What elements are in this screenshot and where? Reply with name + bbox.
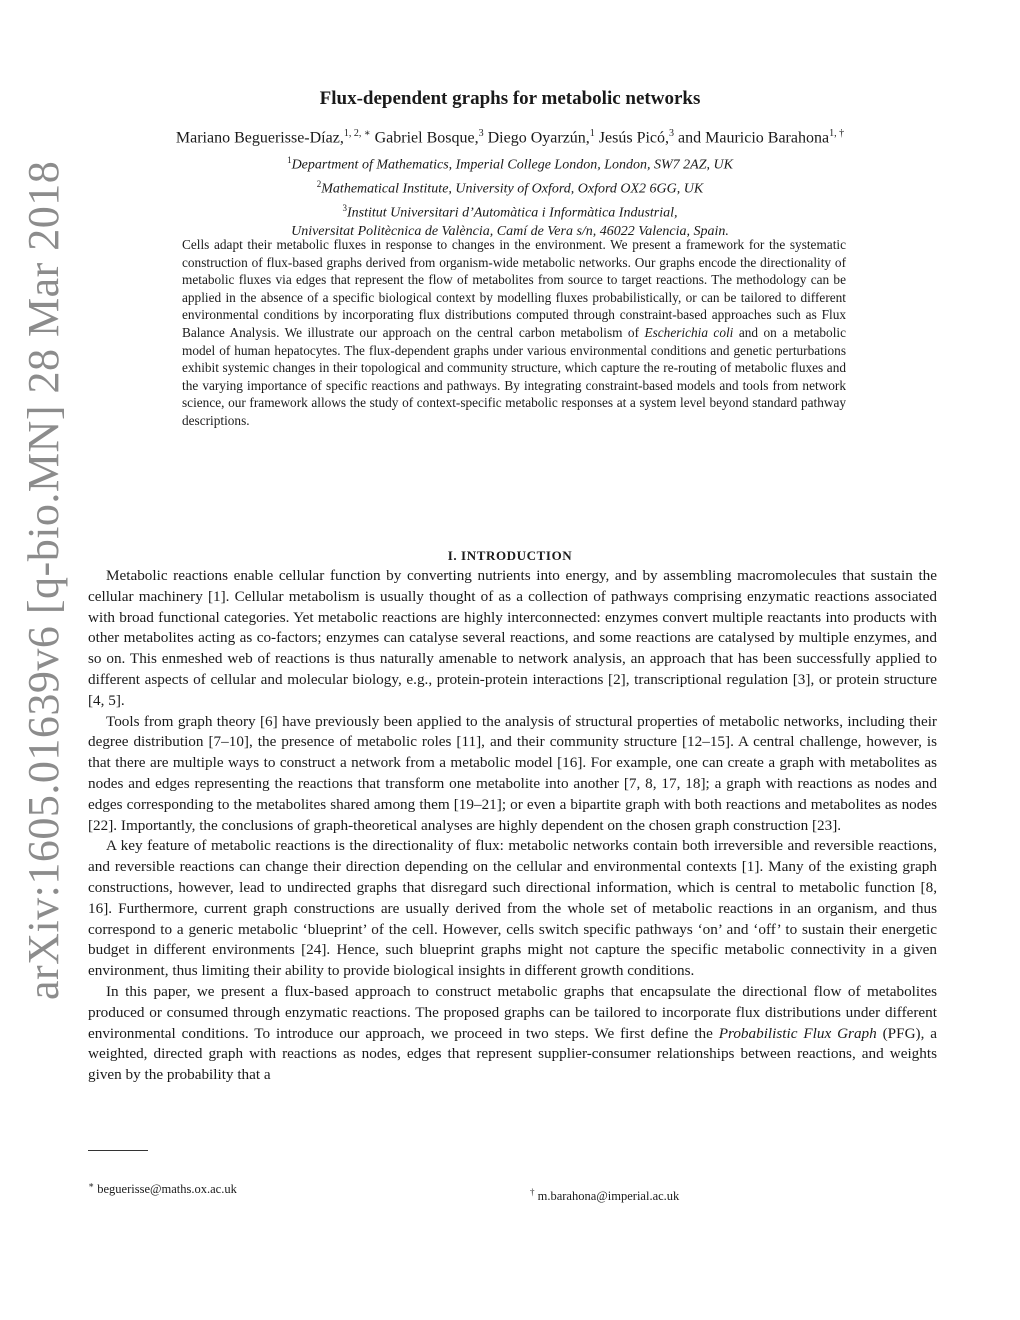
paragraph: Metabolic reactions enable cellular function by converting nutrients into energy, and by assembling macromolecules that sustain the cellular machinery [1]. Cellular metabolism is usually thought of as a collection of pathways comprising enzymatic reactions associated with broad functional categories. Yet metabolic reactions are highly interconnected: enzymes convert multiple reactants into products with other metabolites acting as co-factors; enzymes can catalyse several reactions, and some reactions are catalysed by multiple enzymes, and so on. This enmeshed web of reactions is thus naturally amenable to network analysis, an approach that has been successfully applied to different aspects of cellular and molecular biology, e.g., protein-protein interactions [2], transcriptional regulation [3], or protein structure [4, 5]. [88,567,937,709]
defined-term: Probabilistic Flux Graph [718,1024,877,1042]
section-heading-introduction: I. INTRODUCTION [447,548,573,563]
arxiv-identifier-stamp: arXiv:1605.01639v6 [q-bio.MN] 28 Mar 2018 [19,160,68,1000]
paragraph-text: In this paper, we present a flux-based approach to construct metabolic graphs that encapsulate the directional flow of metabolites produced or consumed through enzymatic reactions. The proposed graphs can be tailored to incorporate flux distributions under different environmental conditions. To introduce our approach, we proceed in two steps. We first define the [88,982,937,1042]
affiliation-mark: 3 [342,203,347,214]
author-affiliation-marks: 3 [669,128,675,139]
footnote-email: m.barahona@imperial.ac.uk [537,1189,680,1204]
affiliation-line [0,199,1020,223]
abstract-text: and on a metabolic model of human hepatocytes. The flux-dependent graphs under various environmental conditions and genetic perturbations exhibit systemic changes in their topological and community structure, which capture the re-routing of metabolic fluxes and the varying importance of specific reactions and pathways. By integrating constraint-based models and tools from network science, our framework allows the study of context-specific metabolic responses at a system level beyond standard pathway descriptions. [182,324,846,428]
author-affiliation-marks: 1, † [829,128,845,139]
footnote-email-2 [530,1187,679,1204]
affiliation-text: Institut Universitari d’Automàtica i Informàtica Industrial, [346,205,678,221]
affiliation-text: Mathematical Institute, University of Oxford, Oxford OX2 6GG, UK [321,181,704,197]
affiliation-text: Department of Mathematics, Imperial College London, London, SW7 2AZ, UK [291,157,733,173]
author-name: Jesús Picó, [598,129,670,147]
footnote-email-1 [88,1180,237,1197]
author-affiliation-marks: 3 [478,128,484,139]
author-name: and Mauricio Barahona [678,129,830,147]
affiliation-line [0,151,1020,175]
paragraph: A key feature of metabolic reactions is the directionality of flux: metabolic networks contain both irreversible and reversible reactions, and reversible reactions can change their direction depending on the cellular and environmental contexts [1]. Many of the existing graph constructions, however, lead to undirected graphs that disregard such directional information, which is central to metabolic function [8, 16]. Furthermore, current graph constructions are usually derived from the whole set of metabolic reactions in an organism, and thus correspond to a generic metabolic ‘blueprint’ of the cell. However, cells switch specific pathways ‘on’ and ‘off’ to sustain their energetic budget in different environments [24]. Hence, such blueprint graphs might not capture the specific metabolic connectivity in a given environment, thus limiting their ability to provide biological insights in different growth conditions. [88,837,937,980]
paragraph [88,982,937,1086]
abstract-text: Cells adapt their metabolic fluxes in response to changes in the environment. We present a framework for the systematic construction of flux-based graphs derived from organism-wide metabolic networks. Our graphs encode the directionality of metabolic fluxes via edges that represent the flow of metabolites from source to target reactions. The methodology can be applied in the absence of a specific biological context by modelling fluxes probabilistically, or can be tailored to different environmental conditions by incorporating flux distributions computed through constraint-based approaches such as Flux Balance Analysis. We illustrate our approach on the central carbon metabolism of [182,237,846,340]
author-affiliation-marks: 1, 2, ∗ [343,128,371,139]
paragraph-text: (PFG), a weighted, directed graph with reactions as nodes, edges that represent supplier-consumer relationships between reactions, and weights given by the probability that a [88,1024,938,1084]
author-name: Diego Oyarzún, [487,129,590,147]
affiliation-list [0,151,1020,242]
affiliation-mark: 1 [287,155,292,165]
abstract [182,236,846,430]
affiliation-text: Universitat Politècnica de València, Camí de Vera s/n, 46022 Valencia, Spain. [291,224,729,240]
footnote-mark: † [530,1187,535,1197]
introduction-body [88,566,937,1086]
affiliation-mark: 2 [316,179,322,190]
author-list [0,128,1020,147]
author-name: Mariano Beguerisse-Díaz, [175,129,344,147]
affiliation-line [0,175,1020,199]
author-name: Gabriel Bosque, [374,129,479,147]
abstract-organism-name: Escherichia coli [644,324,734,340]
paragraph: Tools from graph theory [6] have previously been applied to the analysis of structural properties of metabolic networks, including their degree distribution [7–10], the presence of metabolic roles [11], and their community structure [12–15]. A central challenge, however, is that there are multiple ways to construct a network from a metabolic model [16]. For example, one can create a graph with metabolites as nodes and edges representing the reactions that transform one metabolite into another [7, 8, 17, 18]; a graph with reactions as nodes and edges corresponding to the metabolites shared among them [19–21]; or even a bipartite graph with both reactions and metabolites as nodes [22]. Importantly, the conclusions of graph-theoretical analyses are highly dependent on the chosen graph construction [23]. [88,712,937,834]
footnote-mark: ∗ [88,1180,95,1190]
footnote-email: beguerisse@maths.ox.ac.uk [97,1182,237,1197]
paper-title: Flux-dependent graphs for metabolic networks [319,88,701,109]
author-affiliation-marks: 1 [589,128,595,139]
footnote-divider [88,1150,148,1151]
